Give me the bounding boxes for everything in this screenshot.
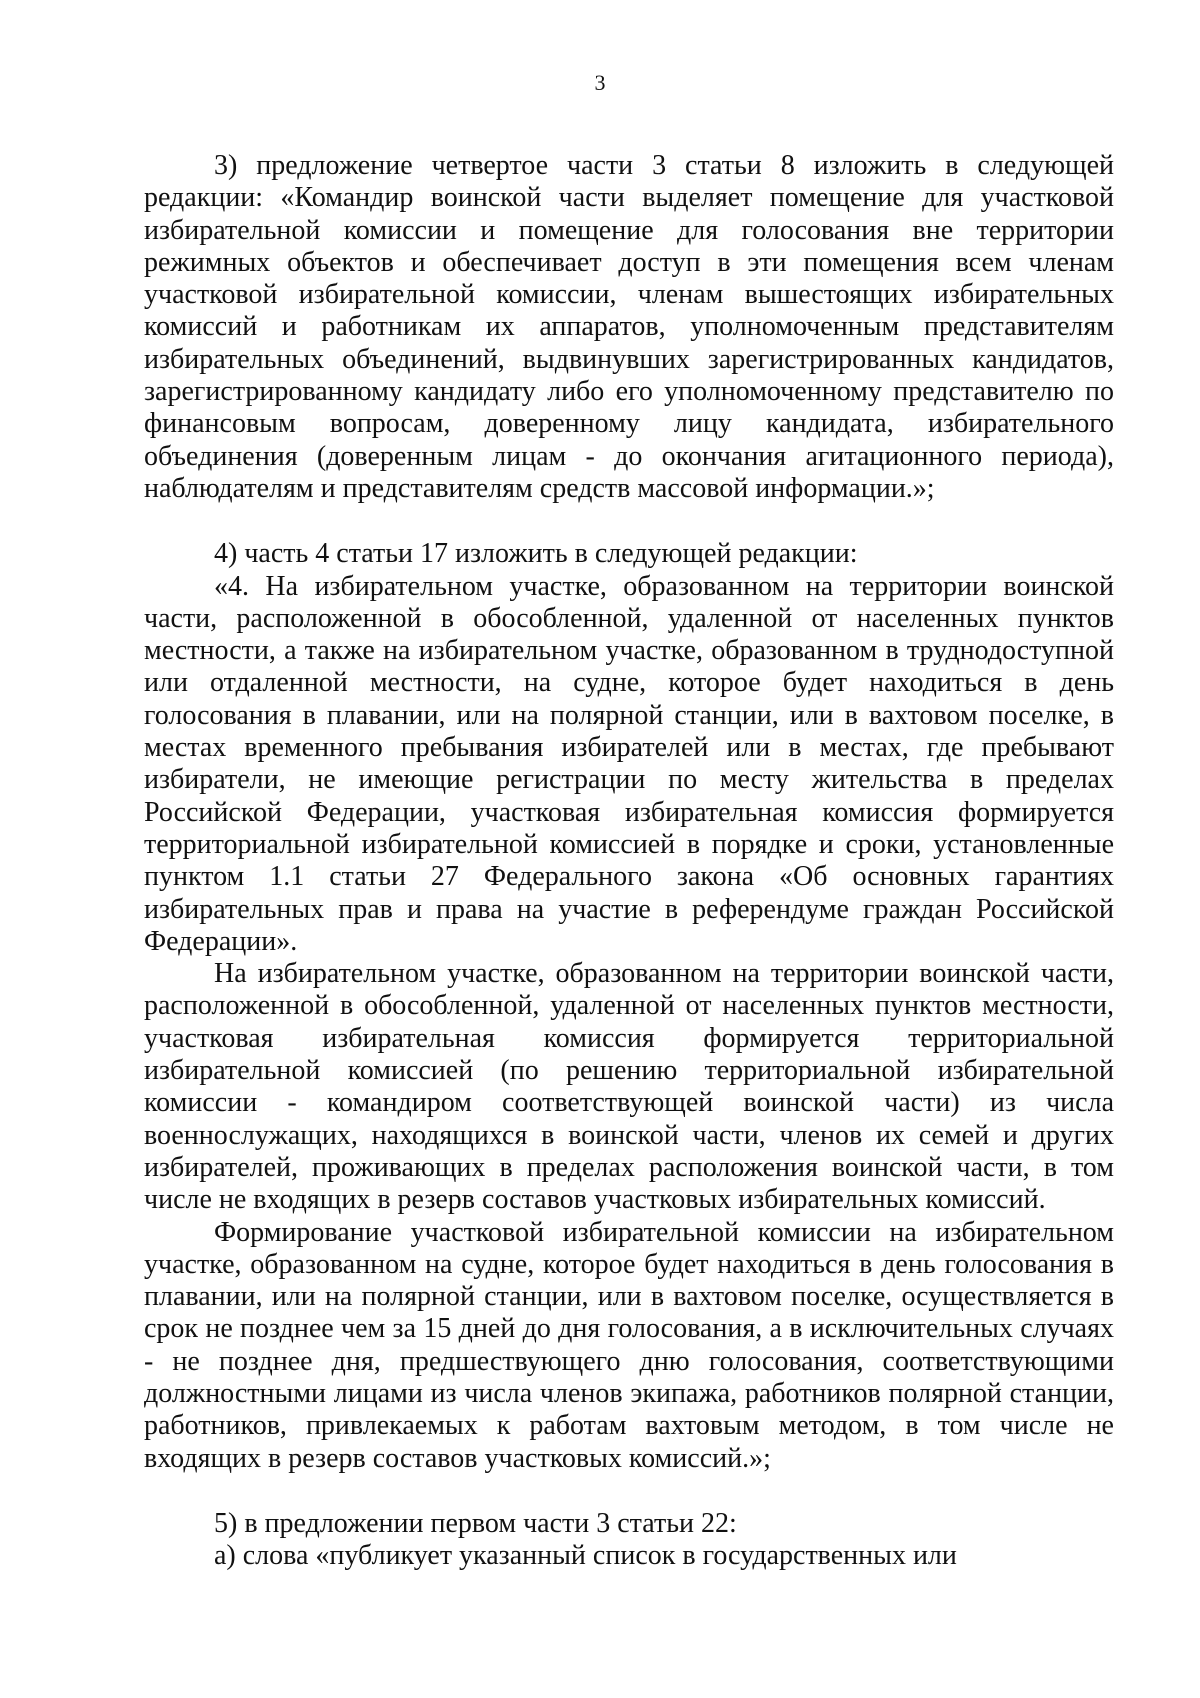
paragraph-quote-part-4: «4. На избирательном участке, образованном на территории воинской части, расположенной в обособленной, удаленной от населенных пунктов местности, а также на избирательном участке, образованном в труднодоступной или отдаленной местности, на судне, которое будет находиться в день голосования в плавании, или на полярной станции, или в вахтовом поселке, в местах временного пребывания избирателей или в местах, где пребывают избиратели, не имеющие регистрации по месту жительства в пределах Российской Федерации, участковая избирательная комиссия формируется территориальной избирательной комиссией в порядке и сроки, установленные пунктом 1.1 статьи 27 Федерального закона «Об основных гарантиях избирательных прав и права на участие в референдуме граждан Российской Федерации». — [144, 570, 1114, 957]
paragraph-item-5a: а) слова «публикует указанный список в государственных или — [214, 1540, 957, 1572]
paragraph-military-unit: На избирательном участке, образованном на территории воинской части, расположенной в обособленной, удаленной от населенных пунктов местности, участковая избирательная комиссия формируется территориальной избирательной комиссией (по решению территориальной избирательной комиссии - командиром соответствующей воинской части) из числа военнослужащих, находящихся в воинской части, членов их семей и других избирателей, проживающих в пределах расположения воинской части, в том числе не входящих в резерв составов участковых избирательных комиссий. — [144, 958, 1114, 1216]
paragraph-item-3: 3) предложение четвертое части 3 статьи 8 изложить в следующей редакции: «Командир воинской части выделяет помещение для участковой избирательной комиссии и помещение для голосования вне территории режимных объектов и обеспечивает доступ в эти помещения всем членам участковой избирательной комиссии, членам вышестоящих избирательных комиссий и работникам их аппаратов, уполномоченным представителям избирательных объединений, выдвинувших зарегистрированных кандидатов, зарегистрированному кандидату либо его уполномоченному представителю по финансовым вопросам, доверенному лицу кандидата, избирательного объединения (доверенным лицам - до окончания агитационного периода), наблюдателям и представителям средств массовой информации.»; — [144, 150, 1114, 504]
document-body — [144, 150, 1114, 1572]
paragraph-item-4: 4) часть 4 статьи 17 изложить в следующей редакции: — [214, 538, 858, 570]
page-number: 3 — [594, 70, 606, 95]
paragraph-item-5: 5) в предложении первом части 3 статьи 22: — [214, 1507, 737, 1539]
paragraph-formation: Формирование участковой избирательной комиссии на избирательном участке, образованном на судне, которое будет находиться в день голосования в плавании, или на полярной станции, или в вахтовом поселке, осуществляется в срок не позднее чем за 15 дней до дня голосования, а в исключительных случаях - не позднее дня, предшествующего дню голосования, соответствующими должностными лицами из числа членов экипажа, работников полярной станции, работников, привлекаемых к работам вахтовым методом, в том числе не входящих в резерв составов участковых комиссий.»; — [144, 1216, 1114, 1474]
